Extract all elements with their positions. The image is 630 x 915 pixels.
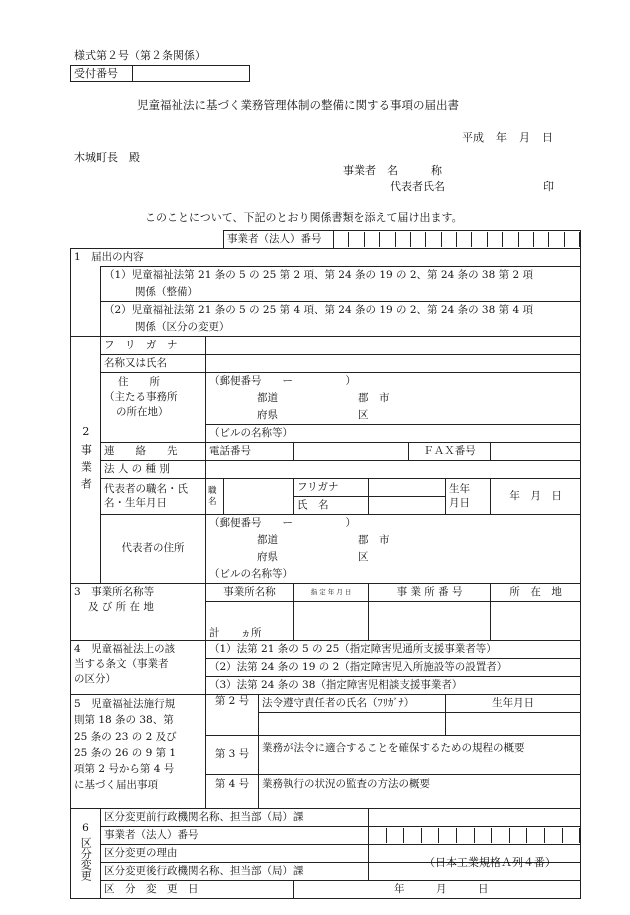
postal-code[interactable]: （郵便番号 ー ） bbox=[206, 373, 581, 391]
notification-form-table bbox=[70, 230, 581, 899]
furigana-value[interactable] bbox=[206, 337, 581, 355]
item-no4-label: 第 4 号 bbox=[206, 775, 259, 809]
submission-date[interactable] bbox=[462, 132, 553, 145]
section5-label: 5 児童福祉法施行規 則第 18 条の 38、第 25 条の 23 の 2 及び 25 条の 26 の 9 第 1 項第 2 号から第 4 号 に基づく届出事項 bbox=[71, 695, 206, 809]
corp-type-value[interactable] bbox=[206, 461, 581, 479]
fax-value[interactable] bbox=[491, 443, 581, 461]
office-number-header: 事 業 所 番 号 bbox=[369, 584, 491, 602]
location-header: 所 在 地 bbox=[491, 584, 581, 602]
pre-change-agency-label: 区分変更前行政機関名称、担当部（局）課 bbox=[101, 809, 369, 827]
section1-heading: 1 届出の内容 bbox=[71, 249, 581, 267]
prefecture-line1[interactable]: 都道 郡 市 bbox=[206, 390, 581, 407]
date-era: 平成 bbox=[462, 131, 484, 144]
change-operator-number-label: 事業者（法人）番号 bbox=[101, 827, 369, 845]
corp-type-label: 法 人 の 種 別 bbox=[101, 461, 206, 479]
name-value[interactable] bbox=[206, 355, 581, 373]
section1-indent bbox=[71, 267, 101, 337]
rep-furigana-value[interactable] bbox=[369, 479, 446, 497]
blank-cell bbox=[71, 231, 224, 249]
name-label: 名称又は氏名 bbox=[101, 355, 206, 373]
item-no4-text[interactable]: 業務執行の状況の監査の方法の概要 bbox=[259, 775, 581, 809]
change-operator-number-boxes[interactable] bbox=[369, 827, 581, 845]
date-year: 年 bbox=[496, 131, 507, 144]
addressee: 木城町長 殿 bbox=[74, 151, 140, 164]
compliance-birth-value[interactable] bbox=[446, 713, 581, 736]
fax-label: ＦＡＸ番号 bbox=[409, 443, 491, 461]
operator-number-boxes[interactable] bbox=[334, 231, 581, 249]
furigana-label: フ リ ガ ナ bbox=[101, 337, 206, 355]
designation-date-header: 指 定 年 月 日 bbox=[294, 584, 369, 602]
section4-option2[interactable]: （2）法第 24 条の 19 の 2（指定障害児入所施設等の設置者） bbox=[206, 659, 581, 677]
section1-item1-line2: 関係（整備） bbox=[101, 284, 581, 302]
shoku-label: 職 名 bbox=[206, 479, 224, 515]
rep-title-value[interactable] bbox=[224, 479, 294, 515]
applicant-rep-label: 代表者氏名 bbox=[390, 180, 445, 193]
rep-building-name[interactable]: （ビルの名称等） bbox=[206, 566, 581, 584]
building-name[interactable]: （ビルの名称等） bbox=[206, 425, 581, 443]
compliance-officer-value[interactable] bbox=[259, 713, 446, 736]
location-value[interactable] bbox=[491, 602, 581, 641]
section2-label: 2事業者 bbox=[71, 337, 101, 584]
address-label: 住 所 （主たる事務所 の所在地） bbox=[101, 373, 206, 443]
document-title: 児童福祉法に基づく業務管理体制の整備に関する事項の届出書 bbox=[137, 98, 459, 112]
birth-value[interactable]: 年 月 日 bbox=[491, 479, 581, 515]
compliance-officer-label: 法令遵守責任者の氏名（ﾌﾘｶﾞﾅ） bbox=[259, 695, 446, 713]
rep-prefecture-line1[interactable]: 都道 郡 市 bbox=[206, 532, 581, 549]
office-total[interactable]: 計 ヵ所 bbox=[206, 602, 294, 641]
prefecture-line2[interactable]: 府県 区 bbox=[206, 407, 581, 425]
designation-date-value[interactable] bbox=[294, 602, 369, 641]
change-reason-label: 区分変更の理由 bbox=[101, 845, 369, 863]
office-name-header: 事業所名称 bbox=[206, 584, 294, 602]
section3-label: 3 事業所名称等 及 び 所 在 地 bbox=[71, 584, 206, 641]
section4-label: 4 児童福祉法上の該 当する条文（事業者 の区分） bbox=[71, 641, 206, 695]
section1-item2-line2: 関係（区分の変更） bbox=[101, 319, 581, 337]
receipt-label: 受付番号 bbox=[71, 66, 133, 82]
birth-label: 生年 月日 bbox=[446, 479, 491, 515]
office-number-value[interactable] bbox=[369, 602, 491, 641]
compliance-birth-label: 生年月日 bbox=[446, 695, 581, 713]
rep-name-value[interactable] bbox=[369, 497, 446, 515]
section4-option1[interactable]: （1）法第 21 条の 5 の 25（指定障害児通所支援事業者等） bbox=[206, 641, 581, 659]
section4-option3[interactable]: （3）法第 24 条の 38（指定障害児相談支援事業者） bbox=[206, 677, 581, 695]
tel-value[interactable] bbox=[294, 443, 409, 461]
receipt-number-box bbox=[70, 65, 250, 82]
tel-label: 電話番号 bbox=[206, 443, 294, 461]
receipt-value[interactable] bbox=[133, 66, 250, 82]
post-change-agency-label: 区分変更後行政機関名称、担当部（局）課 bbox=[101, 863, 369, 881]
section1-item1-line1[interactable]: （1）児童福祉法第 21 条の 5 の 25 第 2 項、第 24 条の 19 の 2、第 24 条の 38 第 2 項 bbox=[101, 267, 581, 285]
section6-label: 6 区分変更 bbox=[71, 809, 101, 899]
rep-postal-code[interactable]: （郵便番号 ー ） bbox=[206, 515, 581, 533]
rep-furigana-label: フリガナ bbox=[294, 479, 369, 497]
form-number: 様式第２号（第２条関係） bbox=[74, 49, 206, 62]
applicant-name-label: 事業者 名 称 bbox=[343, 164, 442, 177]
seal-mark: 印 bbox=[543, 180, 554, 193]
change-date-value[interactable]: 年 月 日 bbox=[294, 881, 581, 899]
intro-text: このことについて、下記のとおり関係書類を添えて届け出ます。 bbox=[145, 211, 463, 224]
rep-address-label: 代表者の住所 bbox=[101, 515, 206, 584]
item-no2-label: 第 2 号 bbox=[206, 695, 259, 736]
item-no3-text[interactable]: 業務が法令に適合することを確保するための規程の概要 bbox=[259, 736, 581, 775]
paper-size-note: （日本工業規格Ａ列４番） bbox=[424, 856, 556, 869]
rep-title-label: 代表者の職名・氏 名・生年月日 bbox=[101, 479, 206, 515]
date-day: 日 bbox=[542, 131, 553, 144]
rep-name-label: 氏 名 bbox=[294, 497, 369, 515]
item-no3-label: 第 3 号 bbox=[206, 736, 259, 775]
pre-change-agency-value[interactable] bbox=[369, 809, 581, 827]
change-date-label: 区 分 変 更 日 bbox=[101, 881, 294, 899]
date-month: 月 bbox=[519, 131, 530, 144]
rep-prefecture-line2[interactable]: 府県 区 bbox=[206, 549, 581, 566]
operator-number-label: 事業者（法人）番号 bbox=[224, 231, 334, 249]
contact-label: 連 絡 先 bbox=[101, 443, 206, 461]
section1-item2-line1[interactable]: （2）児童福祉法第 21 条の 5 の 25 第 4 項、第 24 条の 19 の 2、第 24 条の 38 第 4 項 bbox=[101, 302, 581, 320]
